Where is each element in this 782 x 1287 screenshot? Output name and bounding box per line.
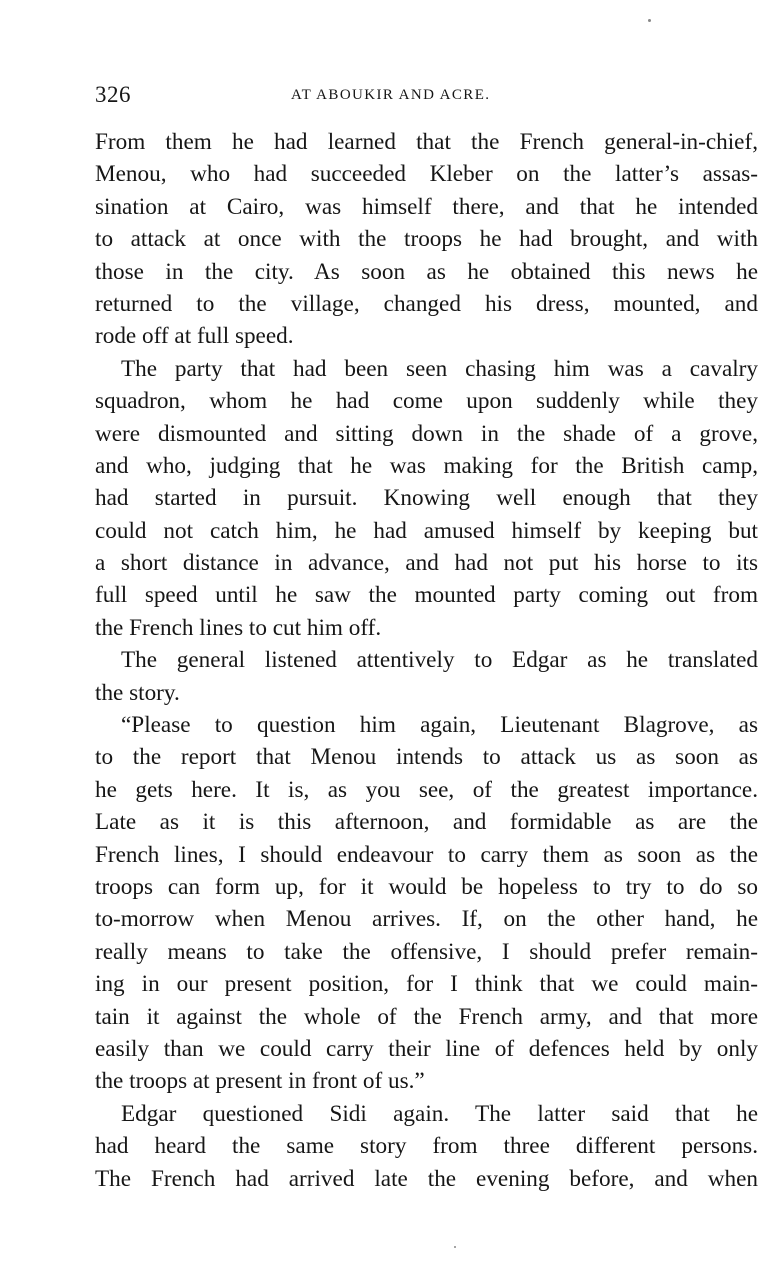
scan-speck	[648, 19, 651, 22]
text-line: could not catch him, he had amused himself by keeping but	[95, 517, 758, 544]
text-line: squadron, whom he had come upon suddenly while they	[95, 388, 758, 415]
text-line: The general listened attentively to Edgar as he translated	[121, 647, 758, 674]
text-line: and who, judging that he was making for the British camp,	[95, 452, 758, 479]
text-line: those in the city. As soon as he obtained this news he	[95, 258, 758, 285]
text-line: the story.	[95, 679, 180, 706]
text-line: were dismounted and sitting down in the shade of a grove,	[95, 420, 758, 447]
text-line: From them he had learned that the French general-in-chief,	[95, 129, 758, 155]
text-line: the troops at present in front of us.”	[95, 1068, 425, 1095]
text-line: really means to take the offensive, I should prefer remain-	[95, 938, 758, 965]
text-line: troops can form up, for it would be hopeless to try to do so	[95, 873, 758, 900]
text-line: The party that had been seen chasing him was a cavalry	[121, 355, 758, 382]
text-line: rode off at full speed.	[95, 323, 294, 350]
text-line: full speed until he saw the mounted party coming out from	[95, 582, 758, 609]
page-header	[95, 82, 758, 112]
text-line: easily than we could carry their line of defences held by only	[95, 1035, 758, 1062]
text-line: he gets here. It is, as you see, of the greatest importance.	[95, 776, 758, 803]
text-line: Edgar questioned Sidi again. The latter said that he	[121, 1100, 758, 1127]
text-line: Late as it is this afternoon, and formidable as are the	[95, 809, 758, 836]
text-line: returned to the village, changed his dress, mounted, and	[95, 290, 758, 317]
text-line: a short distance in advance, and had not put his horse to its	[95, 550, 758, 577]
text-line: had started in pursuit. Knowing well enough that they	[95, 485, 758, 512]
text-line: the French lines to cut him off.	[95, 614, 382, 641]
body-text	[95, 126, 758, 1195]
text-line: French lines, I should endeavour to carry them as soon as the	[95, 841, 758, 868]
text-line: to attack at once with the troops he had brought, and with	[95, 226, 758, 253]
text-line: The French had arrived late the evening before, and when	[95, 1165, 758, 1192]
page-number: 326	[95, 82, 131, 107]
text-line: “Please to question him again, Lieutenant Blagrove, as	[121, 712, 758, 739]
text-line: sination at Cairo, was himself there, and that he intended	[95, 193, 758, 220]
text-line: tain it against the whole of the French army, and that more	[95, 1003, 758, 1030]
text-line: to-morrow when Menou arrives. If, on the other hand, he	[95, 906, 758, 933]
text-line: Menou, who had succeeded Kleber on the latter’s assas-	[95, 161, 758, 188]
text-line: ing in our present position, for I think that we could main-	[95, 971, 758, 998]
running-title: AT ABOUKIR AND ACRE.	[291, 87, 491, 103]
scan-speck	[454, 1246, 456, 1248]
text-line: to the report that Menou intends to attack us as soon as	[95, 744, 758, 771]
text-line: had heard the same story from three different persons.	[95, 1133, 758, 1160]
